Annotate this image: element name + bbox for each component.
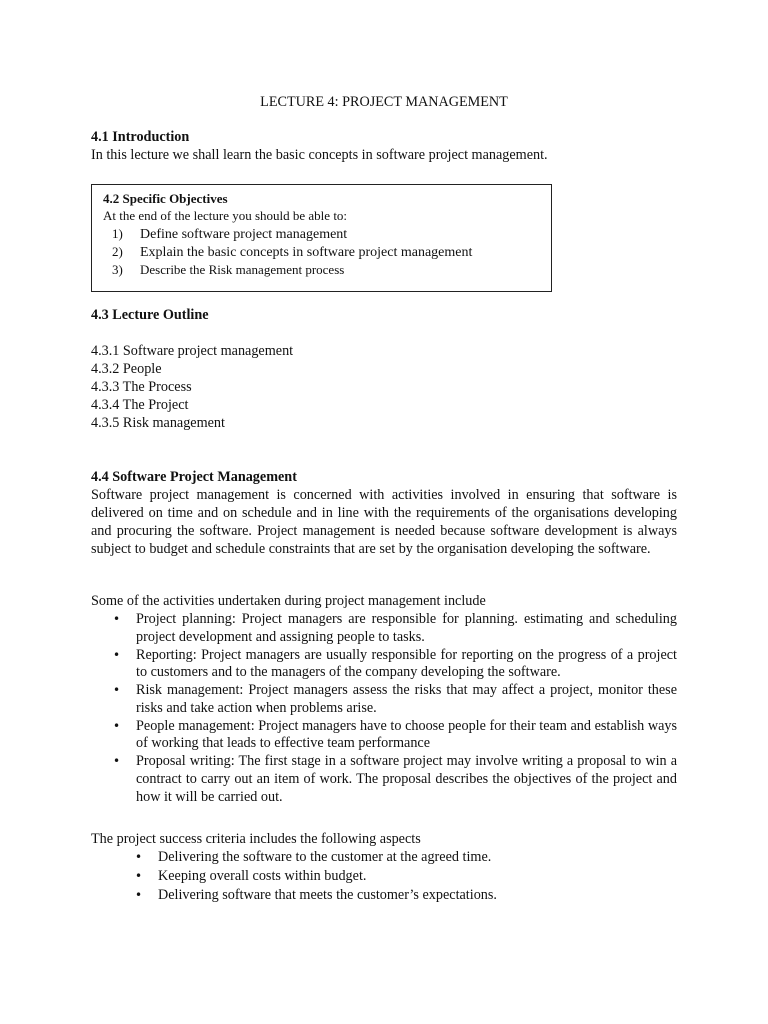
- bullet-icon: •: [135, 888, 143, 902]
- activities-list: [113, 611, 677, 806]
- bullet-icon: •: [113, 612, 121, 626]
- criteria-text: Delivering the software to the customer at the agreed time.: [158, 849, 492, 865]
- outline-item: 4.3.2 People: [91, 361, 162, 377]
- criteria-item: [135, 867, 675, 886]
- objective-item: [112, 261, 542, 279]
- outline-item: 4.3.1 Software project management: [91, 343, 294, 359]
- objective-number: 2): [112, 244, 123, 259]
- activity-item: [113, 718, 677, 753]
- activities-intro: Some of the activities undertaken during project management include: [91, 593, 486, 609]
- outline-heading: 4.3 Lecture Outline: [91, 307, 209, 323]
- objectives-intro: At the end of the lecture you should be able to:: [103, 208, 348, 223]
- objective-text: Describe the Risk management process: [140, 262, 345, 277]
- bullet-icon: •: [113, 647, 121, 662]
- criteria-item: [135, 886, 675, 905]
- outline-item: 4.3.3 The Process: [91, 379, 192, 395]
- outline-item: 4.3.4 The Project: [91, 397, 189, 413]
- activity-item: [113, 753, 677, 806]
- objective-number: 3): [112, 262, 123, 277]
- bullet-icon: •: [113, 754, 121, 769]
- activity-item: [113, 682, 677, 717]
- objectives-heading: 4.2 Specific Objectives: [103, 191, 228, 206]
- activity-text: Reporting: Project managers are usually responsible for reporting on the progress of a project to customers and to the managers of the company developing the software.: [136, 646, 677, 681]
- objective-number: 1): [112, 226, 123, 241]
- outline-item: 4.3.5 Risk management: [91, 415, 225, 431]
- bullet-icon: •: [113, 683, 121, 698]
- page-title: LECTURE 4: PROJECT MANAGEMENT: [260, 94, 508, 110]
- criteria-list: [135, 848, 675, 905]
- objective-text: Explain the basic concepts in software project management: [140, 245, 473, 260]
- objective-item: [112, 225, 542, 243]
- criteria-text: Keeping overall costs within budget.: [158, 868, 367, 884]
- bullet-icon: •: [113, 718, 121, 733]
- intro-text: In this lecture we shall learn the basic concepts in software project management.: [91, 147, 548, 163]
- activity-text: People management: Project managers have to choose people for their team and establish ways of working that leads to effective team performance: [136, 717, 677, 752]
- activity-text: Project planning: Project managers are responsible for planning. estimating and scheduling project development and assigning people to tasks.: [136, 611, 677, 645]
- activity-item: [113, 611, 677, 646]
- bullet-icon: •: [135, 850, 143, 864]
- criteria-intro: The project success criteria includes the following aspects: [91, 831, 421, 847]
- intro-heading: 4.1 Introduction: [91, 129, 190, 145]
- objectives-list: [112, 225, 542, 279]
- spm-heading: 4.4 Software Project Management: [91, 469, 297, 485]
- objective-item: [112, 243, 542, 261]
- activity-text: Proposal writing: The first stage in a software project may involve writing a proposal to win a contract to carry out an item of work. The proposal describes the objectives of the project and how it will be carried out.: [136, 753, 677, 805]
- activity-text: Risk management: Project managers assess the risks that may affect a project, monitor these risks and take action when problems arise.: [136, 682, 677, 716]
- objectives-box: [91, 184, 552, 292]
- criteria-item: [135, 848, 675, 867]
- bullet-icon: •: [135, 869, 143, 883]
- objective-text: Define software project management: [140, 227, 348, 242]
- activity-item: [113, 647, 677, 682]
- criteria-text: Delivering software that meets the customer’s expectations.: [158, 887, 497, 903]
- spm-paragraph: Software project management is concerned with activities involved in ensuring that software is delivered on time and on schedule and in line with the requirements of the organisations developing and procuring the software. Project management is needed because software development is always subject to budget and schedule constraints that are set by the organisation developing the software.: [91, 487, 677, 557]
